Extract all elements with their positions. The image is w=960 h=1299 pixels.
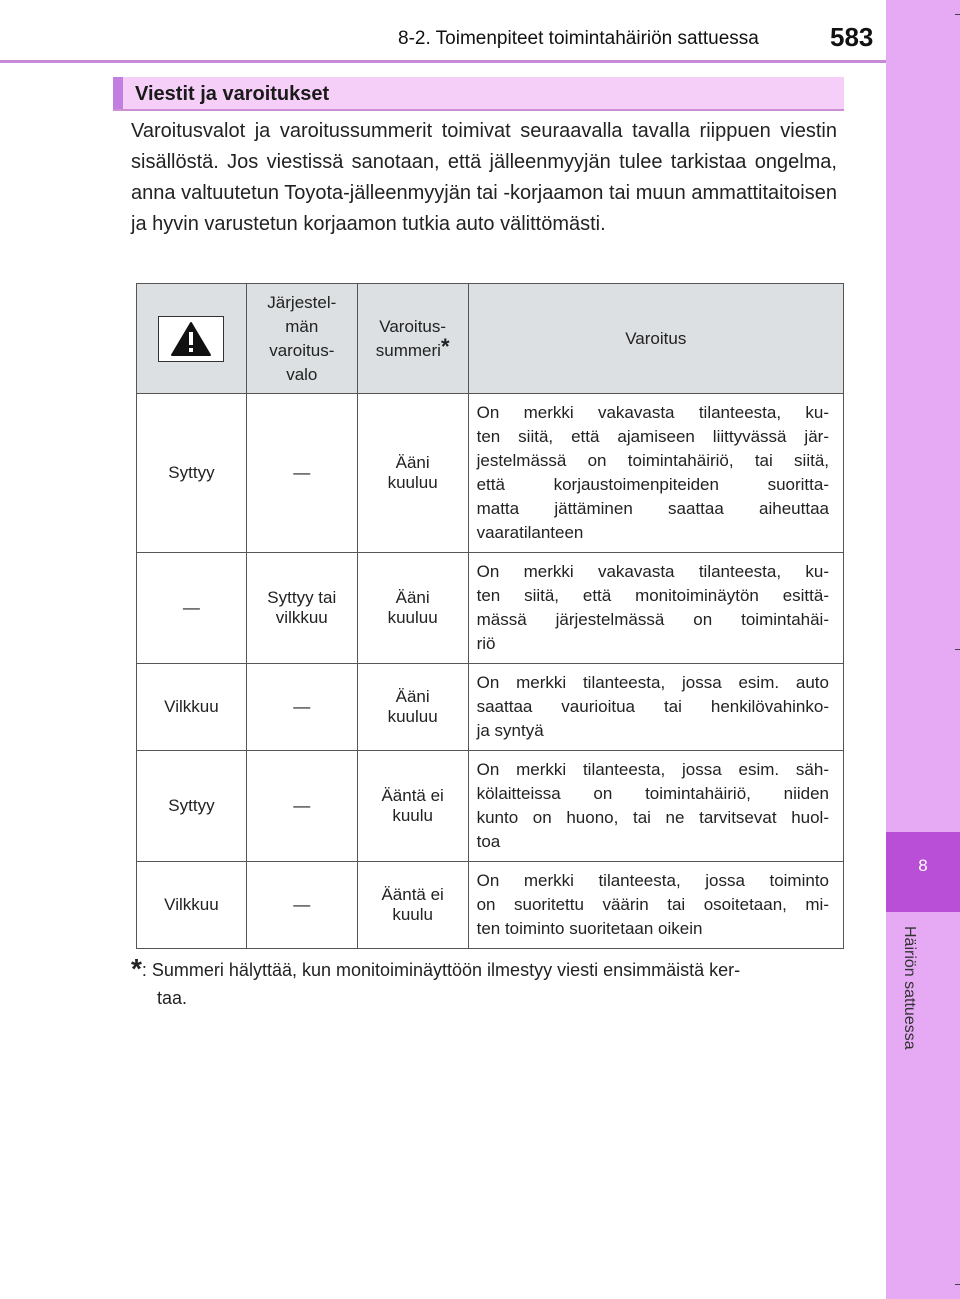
warning-description-text — [477, 671, 829, 743]
buzzer-state — [357, 862, 468, 949]
header-line: varoitus- — [269, 340, 335, 360]
warning-description-line: ja syntyä — [476, 721, 544, 740]
header-system-light — [246, 284, 357, 394]
header-warning — [468, 284, 843, 394]
header-icon-cell — [137, 284, 247, 394]
buzzer-state — [357, 394, 468, 553]
system-light-alt — [246, 394, 357, 553]
table-row — [137, 553, 844, 664]
intro-paragraph: Varoitusvalot ja varoitussummerit toimivat seuraavalla tavalla riippuen viestin sisällöstä. Jos viestissä sanotaan, että jälleenmyyjän tulee tarkistaa ongelma, anna valtuutetun Toyota-jälleenmyyjän tai -korjaamon tai muun ammattitaitoisen ja hyvin varustetun korjaamon tutkia auto välittömästi. — [131, 120, 837, 235]
system-light-state-line: Syttyy — [168, 796, 215, 815]
buzzer-state — [357, 664, 468, 751]
system-light-alt — [246, 862, 357, 949]
system-light-state — [137, 664, 247, 751]
buzzer-state-line: Ääntä ei — [381, 786, 444, 805]
warning-description-line: On merkki tilanteesta, jossa esim. säh- — [476, 760, 829, 779]
buzzer-state-line: kuuluu — [387, 608, 438, 627]
warning-description — [468, 751, 843, 862]
buzzer-state-line: kuulu — [392, 905, 433, 924]
warning-table — [136, 283, 844, 949]
warning-description-line: riö — [476, 634, 496, 653]
warning-description-text — [477, 758, 829, 854]
warning-description-line: toa — [476, 832, 501, 851]
warning-description-line: ten siitä, että monitoiminäytön esittä- — [476, 586, 829, 605]
system-light-state-line: Syttyy — [168, 463, 215, 482]
system-light-alt — [246, 751, 357, 862]
table-row — [137, 664, 844, 751]
warning-description — [468, 553, 843, 664]
warning-description — [468, 664, 843, 751]
warning-description-line: On merkki tilanteesta, jossa toiminto — [476, 871, 829, 890]
system-light-alt-line: — — [293, 697, 311, 716]
warning-description-line: että korjaustoimenpiteiden suoritta- — [476, 475, 829, 494]
buzzer-state-line: Ääntä ei — [381, 885, 444, 904]
crop-mark — [955, 1284, 960, 1285]
header-buzzer — [357, 284, 468, 394]
warning-description-line: vaaratilanteen — [476, 523, 584, 542]
warning-description-line: On merkki vakavasta tilanteesta, ku- — [476, 403, 829, 422]
header-line: Varoitus — [625, 328, 687, 348]
warning-description — [468, 394, 843, 553]
system-light-state-line: Vilkkuu — [164, 895, 219, 914]
warning-description-text — [477, 560, 829, 656]
header-line: Järjestel- — [267, 292, 337, 312]
footnote — [131, 953, 839, 1012]
system-light-alt-line: — — [293, 463, 311, 482]
warning-description-line: mässä järjestelmässä on toimintahäi- — [476, 610, 829, 629]
buzzer-state-line: Ääni — [395, 687, 430, 706]
crop-mark — [955, 14, 960, 15]
header-line: valo — [286, 364, 318, 384]
warning-description-text — [477, 401, 829, 545]
subsection-header-bar — [113, 77, 123, 109]
footnote-text: : Summeri hälyttää, kun monitoiminäyttöön ilmestyy viesti ensimmäistä ker- — [141, 960, 741, 980]
system-light-state — [137, 553, 247, 664]
footnote-mark: * — [440, 333, 450, 359]
page-number: 583 — [830, 22, 874, 52]
system-light-state-line: — — [182, 598, 200, 617]
section-title: 8-2. Toimenpiteet toimintahäiriön sattuessa — [398, 28, 759, 49]
warning-description-line: kunto on huono, tai ne tarvitsevat huol- — [476, 808, 829, 827]
buzzer-state — [357, 751, 468, 862]
warning-description-line: matta jättäminen saattaa aiheuttaa — [476, 499, 829, 518]
warning-description-line: on suoritettu väärin tai osoitetaan, mi- — [476, 895, 829, 914]
warning-description-line: kölaitteissa on toimintahäiriö, niiden — [476, 784, 829, 803]
system-light-state — [137, 862, 247, 949]
warning-description-line: saattaa vaurioitua tai henkilövahinko- — [476, 697, 829, 716]
footnote-mark: * — [131, 953, 142, 984]
header-line: män — [285, 316, 319, 336]
header-line: Varoitus- — [379, 316, 447, 336]
warning-description-line: ten siitä, että ajamiseen liittyvässä jär- — [476, 427, 829, 446]
system-light-alt — [246, 553, 357, 664]
crop-mark — [955, 649, 960, 650]
footnote-text-cont: taa. — [157, 988, 188, 1008]
system-light-alt-line: — — [293, 895, 311, 914]
warning-triangle-icon — [158, 316, 224, 362]
buzzer-state-line: kuulu — [392, 806, 433, 825]
buzzer-state — [357, 553, 468, 664]
warning-description — [468, 862, 843, 949]
system-light-state-line: Vilkkuu — [164, 697, 219, 716]
subsection-header — [113, 77, 844, 111]
subsection-title: Viestit ja varoitukset — [135, 83, 330, 105]
system-light-alt-line: vilkkuu — [275, 608, 328, 627]
system-light-alt-line: Syttyy tai — [267, 588, 337, 607]
table-header-row — [137, 284, 844, 394]
table-row — [137, 394, 844, 553]
buzzer-state-line: Ääni — [395, 588, 430, 607]
buzzer-state-line: kuuluu — [387, 707, 438, 726]
header-divider — [0, 60, 886, 63]
table-row — [137, 751, 844, 862]
chapter-side-tab — [886, 0, 960, 1299]
warning-description-text — [477, 869, 829, 941]
system-light-state — [137, 394, 247, 553]
warning-description-line: jestelmässä on toimintahäiriö, tai siitä, — [476, 451, 829, 470]
header-line: summeri — [375, 340, 441, 360]
chapter-name: Häiriön sattuessa — [901, 926, 918, 1050]
buzzer-state-line: kuuluu — [387, 473, 438, 492]
buzzer-state-line: Ääni — [395, 453, 430, 472]
warning-description-line: On merkki vakavasta tilanteesta, ku- — [476, 562, 829, 581]
system-light-alt — [246, 664, 357, 751]
warning-description-line: On merkki tilanteesta, jossa esim. auto — [476, 673, 829, 692]
warning-description-line: ten toiminto suoritetaan oikein — [476, 919, 703, 938]
system-light-state — [137, 751, 247, 862]
system-light-alt-line: — — [293, 796, 311, 815]
chapter-number: 8 — [918, 856, 928, 875]
table-row — [137, 862, 844, 949]
